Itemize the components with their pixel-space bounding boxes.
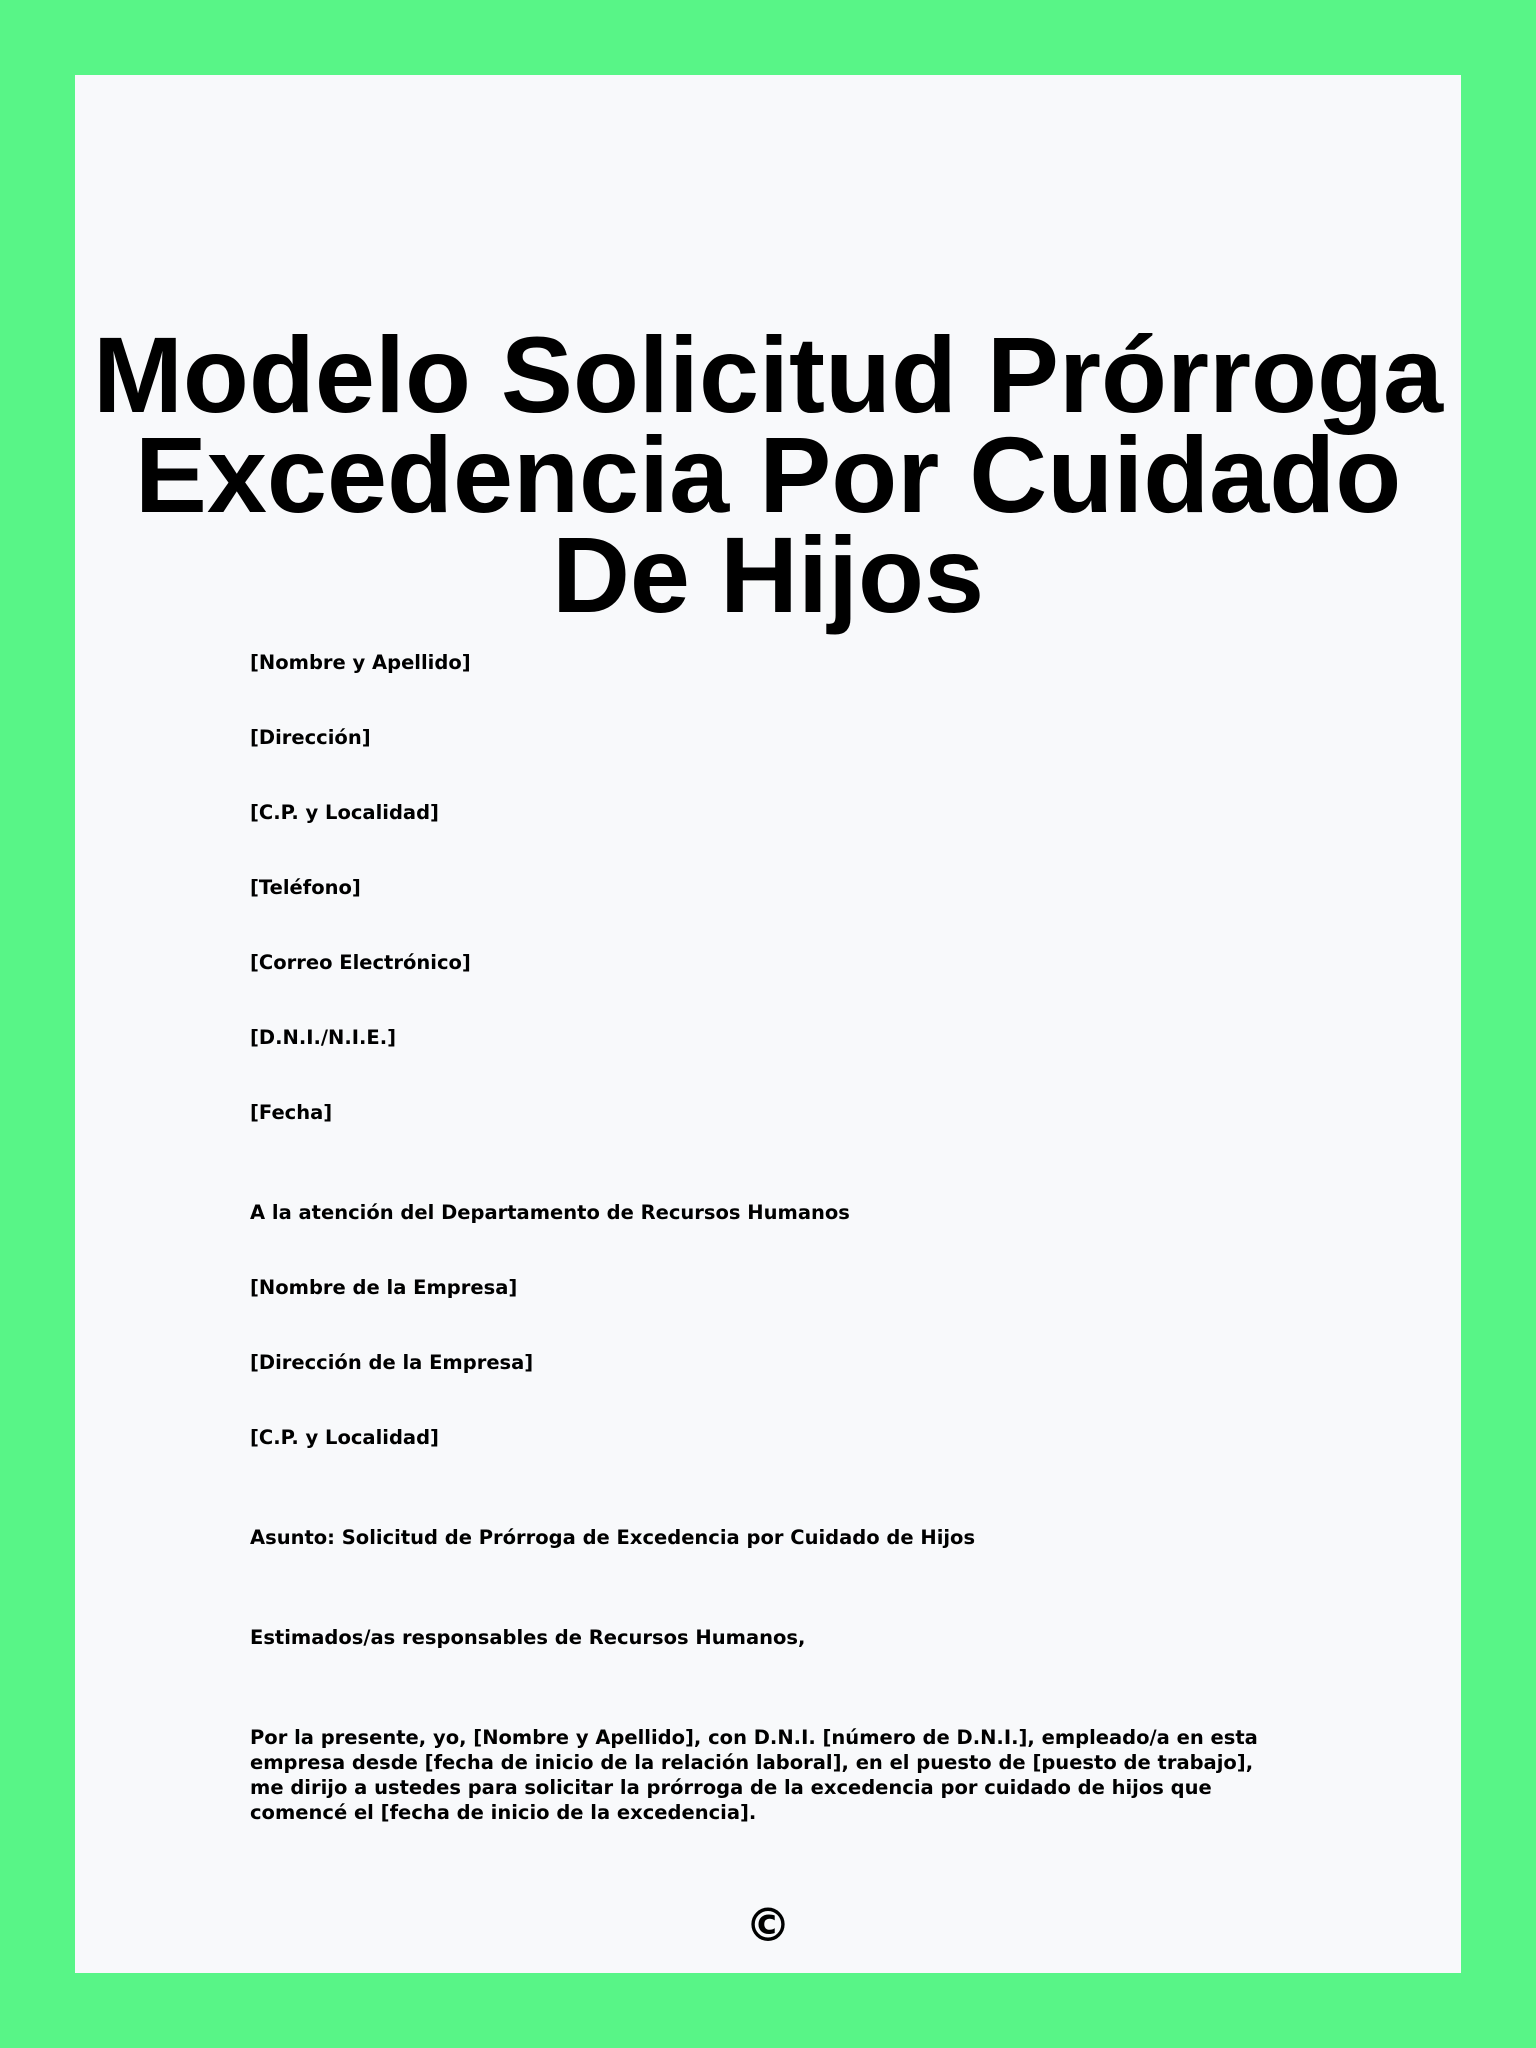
sender-date: [Fecha] (250, 1101, 333, 1124)
copyright-icon: © (745, 1898, 791, 1952)
document-title: Modelo Solicitud Prórroga Excedencia Por Cuidado De Hijos (92, 314, 1444, 635)
sender-postal-locality: [C.P. y Localidad] (250, 801, 439, 824)
sender-address: [Dirección] (250, 726, 371, 749)
letter-greeting: Estimados/as responsables de Recursos Humanos, (250, 1626, 806, 1649)
document-page (75, 75, 1461, 1973)
letter-subject: Asunto: Solicitud de Prórroga de Excedencia por Cuidado de Hijos (250, 1526, 976, 1549)
sender-phone: [Teléfono] (250, 876, 361, 899)
recipient-postal-locality: [C.P. y Localidad] (250, 1426, 439, 1449)
sender-id-number: [D.N.I./N.I.E.] (250, 1026, 397, 1049)
recipient-company-name: [Nombre de la Empresa] (250, 1276, 518, 1299)
recipient-company-address: [Dirección de la Empresa] (250, 1351, 534, 1374)
letter-body-paragraph: Por la presente, yo, [Nombre y Apellido], con D.N.I. [número de D.N.I.], empleado/a en esta empresa desde [fecha de inicio de la relación laboral], en el puesto de [puesto de trabajo], me dirijo a ustedes para solicitar la prórroga de la excedencia por cuidado de hijos que comencé el [fecha de inicio de la excedencia]. (250, 1726, 1258, 1824)
sender-email: [Correo Electrónico] (250, 951, 471, 974)
recipient-attention: A la atención del Departamento de Recursos Humanos (250, 1201, 850, 1224)
sender-name: [Nombre y Apellido] (250, 651, 471, 674)
